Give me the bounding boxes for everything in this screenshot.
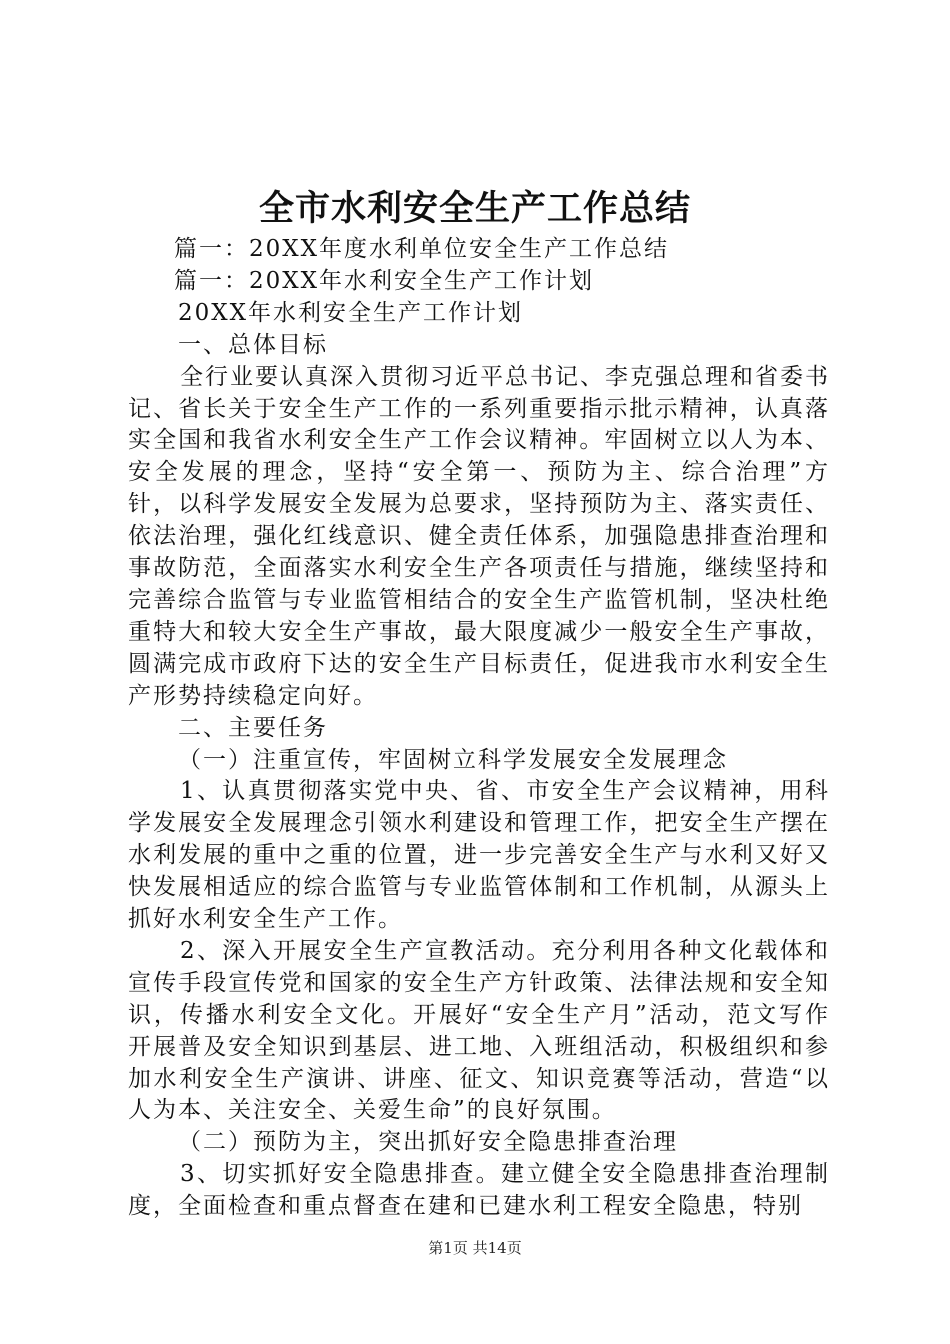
paragraph-task-1: 1、认真贯彻落实党中央、省、市安全生产会议精神，用科学发展安全发展理念引领水利建设和管理工作，把安全生产摆在水利发展的重中之重的位置，进一步完善安全生产与水利又好又快发展相适应的综合监管与专业监管体制和工作机制，从源头上抓好水利安全生产工作。	[128, 778, 830, 933]
line-plan-title: 20XX年水利安全生产工作计划	[178, 299, 524, 326]
document-title: 全市水利安全生产工作总结	[258, 189, 691, 229]
paragraph-task-2: 2、深入开展安全生产宣教活动。充分利用各种文化载体和宣传手段宣传党和国家的安全生产方针政策、法律法规和安全知识，传播水利安全文化。开展好“安全生产月”活动，范文写作开展普及安全知识到基层、进工地、入班组活动，积极组织和参加水利安全生产演讲、讲座、征文、知识竞赛等活动，营造“以人为本、关注安全、关爱生命”的良好氛围。	[128, 937, 830, 1124]
subsection-heading-2: （二）预防为主，突出抓好安全隐患排查治理	[178, 1129, 678, 1156]
paragraph-overall-goal: 全行业要认真深入贯彻习近平总书记、李克强总理和省委书记、省长关于安全生产工作的一系列重要指示批示精神，认真落实全国和我省水利安全生产工作会议精神。牢固树立以人为本、安全发展的理念，坚持“安全第一、预防为主、综合治理”方针，以科学发展安全发展为总要求，坚持预防为主、落实责任、依法治理，强化红线意识、健全责任体系，加强隐患排查治理和事故防范，全面落实水利安全生产各项责任与措施，继续坚持和完善综合监管与专业监管相结合的安全生产监管机制，坚决杜绝重特大和较大安全生产事故，最大限度减少一般安全生产事故，圆满完成市政府下达的安全生产目标责任，促进我市水利安全生产形势持续稳定向好。	[128, 363, 830, 709]
line-article-1: 篇一：20XX年度水利单位安全生产工作总结	[174, 236, 670, 262]
section-heading-2: 二、主要任务	[178, 714, 328, 741]
document-body	[128, 234, 830, 1223]
paragraph-task-3: 3、切实抓好安全隐患排查。建立健全安全隐患排查治理制度，全面检查和重点督查在建和已建水利工程安全隐患，特别	[128, 1161, 830, 1220]
line-article-2: 篇一：20XX年水利安全生产工作计划	[174, 267, 595, 294]
section-heading-1: 一、总体目标	[178, 331, 328, 358]
subsection-heading-1: （一）注重宣传，牢固树立科学发展安全发展理念	[178, 746, 728, 773]
page-footer: 第1页 共14页	[428, 1239, 522, 1257]
